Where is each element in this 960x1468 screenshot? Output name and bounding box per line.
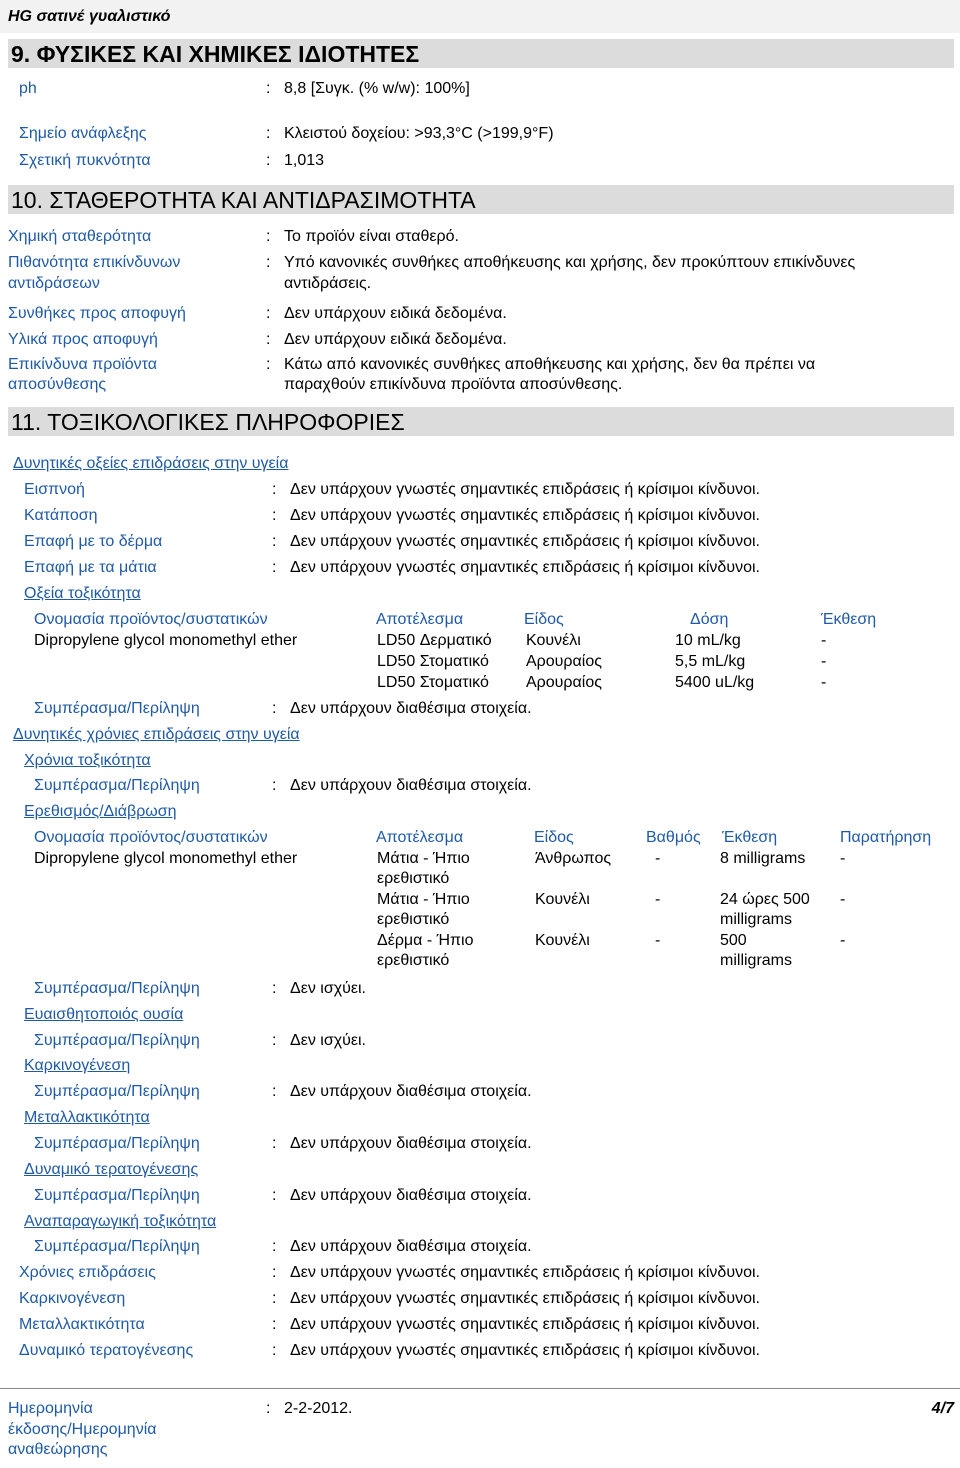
colon: : (272, 533, 277, 550)
conclusion-value: Δεν υπάρχουν διαθέσιμα στοιχεία. (290, 1187, 532, 1204)
table-cell: Μάτια - Ήπιο (377, 891, 470, 908)
colon: : (272, 481, 277, 498)
conclusion-label: Συμπέρασμα/Περίληψη (34, 1083, 200, 1100)
table-header-dose: Δόση (690, 611, 729, 628)
ingestion-label: Κατάποση (24, 507, 98, 524)
table-cell: 24 ώρες 500 (720, 891, 810, 908)
inhalation-value: Δεν υπάρχουν γνωστές σημαντικές επιδράσεις ή κρίσιμοι κίνδυνοι. (290, 481, 760, 498)
colon: : (266, 356, 271, 373)
document-header (0, 0, 960, 33)
conclusion-label: Συμπέρασμα/Περίληψη (34, 700, 200, 717)
table-cell: LD50 Στοματικό (377, 674, 489, 691)
colon: : (272, 1238, 277, 1255)
conclusion-label: Συμπέρασμα/Περίληψη (34, 980, 200, 997)
footer-date-label-3: αναθεώρησης (8, 1441, 108, 1458)
skin-contact-label: Επαφή με το δέρμα (24, 533, 163, 550)
table-cell: - (655, 891, 661, 908)
table-cell: - (655, 932, 661, 949)
colon: : (272, 777, 277, 794)
table-cell: - (840, 932, 846, 949)
table-cell: Κουνέλι (535, 891, 590, 908)
flash-point-value: Κλειστού δοχείου: >93,3°C (>199,9°F) (284, 125, 554, 142)
table-header-species: Είδος (524, 611, 564, 628)
hazardous-reactions-value-2: αντιδράσεις. (284, 275, 372, 292)
colon: : (272, 980, 277, 997)
table-header-observation: Παρατήρηση (840, 829, 932, 846)
chronic-toxicity-heading: Χρόνια τοξικότητα (24, 752, 151, 769)
conclusion-value: Δεν ισχύει. (290, 980, 366, 997)
colon: : (272, 700, 277, 717)
section-9-title: 9. ΦΥΣΙΚΕΣ ΚΑΙ ΧΗΜΙΚΕΣ ΙΔΙΟΤΗΤΕΣ (11, 41, 420, 67)
page-number: 4/7 (931, 1400, 954, 1417)
section-11-heading (8, 407, 954, 436)
hazardous-reactions-value: Υπό κανονικές συνθήκες αποθήκευσης και χρήσης, δεν προκύπτουν επικίνδυνες (284, 254, 856, 271)
conditions-to-avoid-value: Δεν υπάρχουν ειδικά δεδομένα. (284, 305, 507, 322)
chronic-effects-label: Χρόνιες επιδράσεις (19, 1264, 156, 1281)
table-cell: LD50 Στοματικό (377, 653, 489, 670)
table-header-product: Ονομασία προϊόντος/συστατικών (34, 611, 268, 628)
chronic-effects-value: Δεν υπάρχουν γνωστές σημαντικές επιδράσεις ή κρίσιμοι κίνδυνοι. (290, 1264, 760, 1281)
conclusion-label: Συμπέρασμα/Περίληψη (34, 1238, 200, 1255)
decomposition-products-label-2: αποσύνθεσης (8, 376, 107, 393)
mutagenicity-label: Μεταλλακτικότητα (19, 1316, 145, 1333)
conclusion-label: Συμπέρασμα/Περίληψη (34, 1135, 200, 1152)
conclusion-value: Δεν υπάρχουν διαθέσιμα στοιχεία. (290, 1238, 532, 1255)
decomposition-products-value-2: παραχθούν επικίνδυνα προϊόντα αποσύνθεσης. (284, 376, 623, 393)
colon: : (272, 1264, 277, 1281)
table-cell: 500 (720, 932, 747, 949)
eye-contact-value: Δεν υπάρχουν γνωστές σημαντικές επιδράσεις ή κρίσιμοι κίνδυνοι. (290, 559, 760, 576)
table-product-name: Dipropylene glycol monomethyl ether (34, 850, 298, 867)
conditions-to-avoid-label: Συνθήκες προς αποφυγή (8, 305, 186, 322)
inhalation-label: Εισπνοή (24, 481, 85, 498)
table-cell: milligrams (720, 952, 792, 969)
skin-contact-value: Δεν υπάρχουν γνωστές σημαντικές επιδράσεις ή κρίσιμοι κίνδυνοι. (290, 533, 760, 550)
flash-point-label: Σημείο ανάφλεξης (19, 125, 147, 142)
section-10-heading (8, 185, 954, 214)
colon: : (272, 1032, 277, 1049)
document-title: HG σατινέ γυαλιστικό (8, 8, 171, 25)
colon: : (272, 1316, 277, 1333)
colon: : (266, 254, 271, 271)
colon: : (272, 1290, 277, 1307)
colon: : (266, 305, 271, 322)
table-header-product: Ονομασία προϊόντος/συστατικών (34, 829, 268, 846)
conclusion-value: Δεν υπάρχουν διαθέσιμα στοιχεία. (290, 1083, 532, 1100)
conclusion-value: Δεν υπάρχουν διαθέσιμα στοιχεία. (290, 700, 532, 717)
conclusion-label: Συμπέρασμα/Περίληψη (34, 1187, 200, 1204)
table-cell: Δέρμα - Ήπιο (377, 932, 474, 949)
colon: : (272, 1135, 277, 1152)
decomposition-products-label: Επικίνδυνα προϊόντα (8, 356, 158, 373)
section-11-title: 11. ΤΟΞΙΚΟΛΟΓΙΚΕΣ ΠΛΗΡΟΦΟΡΙΕΣ (11, 409, 405, 435)
materials-to-avoid-value: Δεν υπάρχουν ειδικά δεδομένα. (284, 331, 507, 348)
hazardous-reactions-label-2: αντιδράσεων (8, 275, 100, 292)
colon: : (272, 1342, 277, 1359)
table-header-result: Αποτέλεσμα (376, 611, 464, 628)
ph-value: 8,8 [Συγκ. (% w/w): 100%] (284, 80, 470, 97)
conclusion-label: Συμπέρασμα/Περίληψη (34, 1032, 200, 1049)
colon: : (266, 125, 271, 142)
density-label: Σχετική πυκνότητα (19, 152, 151, 169)
table-product-name: Dipropylene glycol monomethyl ether (34, 632, 298, 649)
table-cell: - (655, 850, 661, 867)
table-cell: Αρουραίος (526, 653, 602, 670)
acute-toxicity-heading: Οξεία τοξικότητα (24, 585, 141, 602)
colon: : (272, 1083, 277, 1100)
table-cell: LD50 Δερματικό (377, 632, 492, 649)
acute-effects-heading: Δυνητικές οξείες επιδράσεις στην υγεία (13, 455, 289, 472)
stability-value: Το προϊόν είναι σταθερό. (284, 228, 459, 245)
carcinogenicity-label: Καρκινογένεση (19, 1290, 126, 1307)
table-header-exposure: Έκθεση (821, 611, 877, 628)
teratogenicity-label: Δυναμικό τερατογένεσης (19, 1342, 194, 1359)
footer-divider (0, 1388, 960, 1389)
mutagenicity-value: Δεν υπάρχουν γνωστές σημαντικές επιδράσεις ή κρίσιμοι κίνδυνοι. (290, 1316, 760, 1333)
table-cell: Μάτια - Ήπιο (377, 850, 470, 867)
table-cell: Κουνέλι (535, 932, 590, 949)
table-cell: 5,5 mL/kg (675, 653, 746, 670)
conclusion-value: Δεν υπάρχουν διαθέσιμα στοιχεία. (290, 777, 532, 794)
table-cell: milligrams (720, 911, 792, 928)
table-cell: Άνθρωπος (535, 850, 612, 867)
teratogenicity-value: Δεν υπάρχουν γνωστές σημαντικές επιδράσεις ή κρίσιμοι κίνδυνοι. (290, 1342, 760, 1359)
ingestion-value: Δεν υπάρχουν γνωστές σημαντικές επιδράσεις ή κρίσιμοι κίνδυνοι. (290, 507, 760, 524)
section-10-title: 10. ΣΤΑΘΕΡΟΤΗΤΑ ΚΑΙ ΑΝΤΙΔΡΑΣΙΜΟΤΗΤΑ (11, 187, 476, 213)
table-cell: 5400 uL/kg (675, 674, 755, 691)
colon: : (266, 228, 271, 245)
table-cell: 10 mL/kg (675, 632, 741, 649)
reproductive-toxicity-heading: Αναπαραγωγική τοξικότητα (24, 1213, 217, 1230)
teratogenicity-heading: Δυναμικό τερατογένεσης (24, 1161, 199, 1178)
ph-label: ph (19, 80, 37, 97)
materials-to-avoid-label: Υλικά προς αποφυγή (8, 331, 158, 348)
table-cell: ερεθιστικό (377, 952, 450, 969)
colon: : (266, 331, 271, 348)
hazardous-reactions-label: Πιθανότητα επικίνδυνων (8, 254, 181, 271)
footer-date-label-2: έκδοσης/Ημερομηνία (8, 1421, 157, 1438)
footer-date-label: Ημερομηνία (8, 1400, 93, 1417)
table-cell: Κουνέλι (526, 632, 581, 649)
table-cell: - (821, 653, 827, 670)
colon: : (266, 1400, 271, 1417)
table-cell: Αρουραίος (526, 674, 602, 691)
table-cell: ερεθιστικό (377, 870, 450, 887)
density-value: 1,013 (284, 152, 325, 169)
colon: : (272, 507, 277, 524)
table-cell: - (840, 850, 846, 867)
carcinogenicity-value: Δεν υπάρχουν γνωστές σημαντικές επιδράσεις ή κρίσιμοι κίνδυνοι. (290, 1290, 760, 1307)
table-header-species: Είδος (534, 829, 574, 846)
table-cell: ερεθιστικό (377, 911, 450, 928)
table-header-score: Βαθμός (646, 829, 701, 846)
table-header-exposure: Έκθεση (722, 829, 778, 846)
table-cell: 8 milligrams (720, 850, 806, 867)
section-9-heading (8, 39, 954, 68)
colon: : (266, 152, 271, 169)
sensitiser-heading: Ευαισθητοποιός ουσία (24, 1006, 184, 1023)
table-cell: - (821, 674, 827, 691)
colon: : (272, 559, 277, 576)
table-header-result: Αποτέλεσμα (376, 829, 464, 846)
footer-date-value: 2-2-2012. (284, 1400, 353, 1417)
irritation-heading: Ερεθισμός/Διάβρωση (24, 803, 177, 820)
conclusion-label: Συμπέρασμα/Περίληψη (34, 777, 200, 794)
colon: : (272, 1187, 277, 1204)
carcinogenicity-heading: Καρκινογένεση (24, 1057, 131, 1074)
stability-label: Χημική σταθερότητα (8, 228, 152, 245)
decomposition-products-value: Κάτω από κανονικές συνθήκες αποθήκευσης και χρήσης, δεν θα πρέπει να (284, 356, 816, 373)
conclusion-value: Δεν υπάρχουν διαθέσιμα στοιχεία. (290, 1135, 532, 1152)
colon: : (266, 80, 271, 97)
chronic-effects-heading: Δυνητικές χρόνιες επιδράσεις στην υγεία (13, 726, 300, 743)
mutagenicity-heading: Μεταλλακτικότητα (24, 1109, 150, 1126)
conclusion-value: Δεν ισχύει. (290, 1032, 366, 1049)
table-cell: - (821, 632, 827, 649)
table-cell: - (840, 891, 846, 908)
eye-contact-label: Επαφή με τα μάτια (24, 559, 157, 576)
